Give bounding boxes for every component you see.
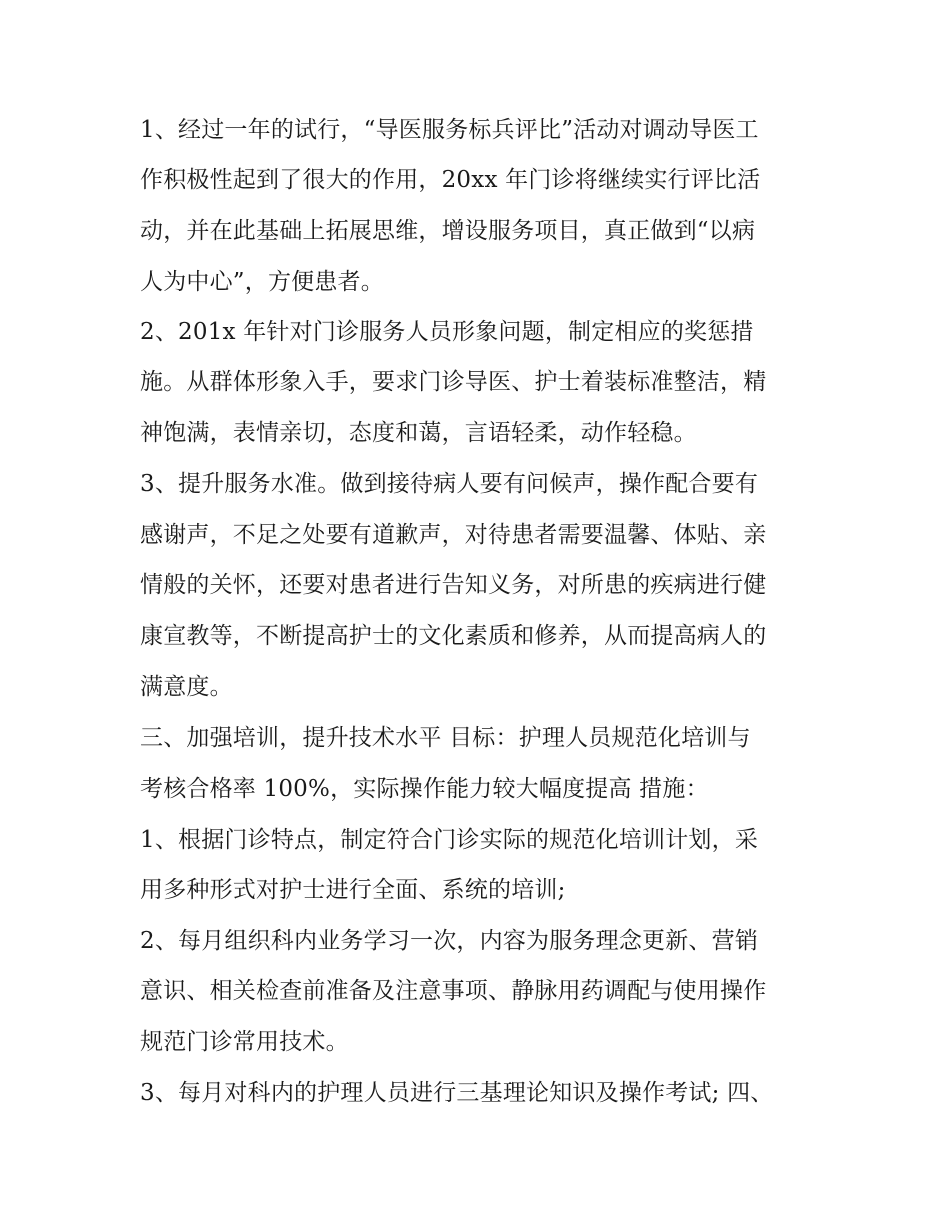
text-line: 作积极性起到了很大的作用，20xx 年门诊将继续实行评比活 — [140, 167, 761, 193]
text-line: 施。从群体形象入手，要求门诊导医、护士着装标准整洁，精 — [140, 369, 767, 395]
text-line: 2、每月组织科内业务学习一次，内容为服务理念更新、营销 — [140, 928, 759, 954]
text-line: 三、加强培训，提升技术水平 目标：护理人员规范化培训与 — [140, 725, 751, 751]
text-line: 神饱满，表情亲切，态度和蔼，言语轻柔，动作轻稳。 — [140, 420, 697, 446]
text-line: 动，并在此基础上拓展思维，增设服务项目，真正做到“以病 — [140, 218, 756, 244]
text-line: 2、201x 年针对门诊服务人员形象问题，制定相应的奖惩措 — [140, 319, 754, 345]
text-line: 3、提升服务水准。做到接待病人要有问候声，操作配合要有 — [140, 471, 759, 497]
text-line: 1、根据门诊特点，制定符合门诊实际的规范化培训计划，采 — [140, 827, 759, 853]
text-line: 3、每月对科内的护理人员进行三基理论知识及操作考试; 四、 — [140, 1080, 774, 1106]
text-line: 康宣教等，不断提高护士的文化素质和修养，从而提高病人的 — [140, 623, 767, 649]
text-line: 考核合格率 100%，实际操作能力较大幅度提高 措施： — [140, 776, 709, 802]
text-line: 意识、相关检查前准备及注意事项、静脉用药调配与使用操作 — [140, 978, 767, 1004]
text-line: 满意度。 — [140, 674, 233, 700]
text-line: 感谢声，不足之处要有道歉声，对待患者需要温馨、体贴、亲 — [140, 522, 767, 548]
text-line: 人为中心”，方便患者。 — [140, 269, 384, 295]
text-line: 用多种形式对护士进行全面、系统的培训; — [140, 877, 566, 903]
text-line: 1、经过一年的试行，“导医服务标兵评比”活动对调动导医工 — [140, 117, 759, 143]
text-line: 规范门诊常用技术。 — [140, 1029, 349, 1055]
text-line: 情般的关怀，还要对患者进行告知义务，对所患的疾病进行健 — [140, 572, 767, 598]
